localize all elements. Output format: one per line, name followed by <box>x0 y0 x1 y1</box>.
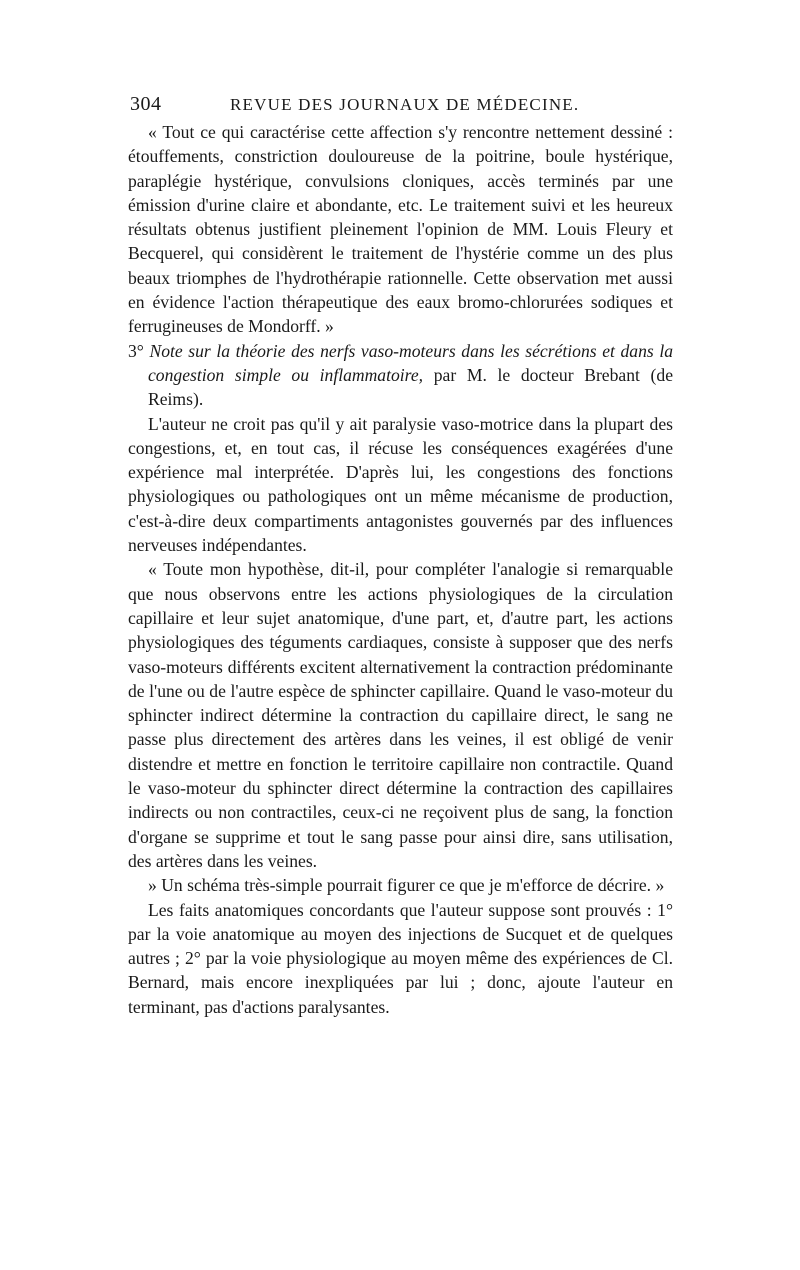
paragraph-hypothesis-quote: « Toute mon hypothèse, dit-il, pour compléter l'analogie si remarquable que nous observons entre les actions physiologiques de la circulation capillaire et leur sujet anatomique, d'une part, et, d'autre part, les actions physiologiques des téguments cardiaques, consiste à supposer que des nerfs vaso-moteurs différents excitent alternativement la contraction prédominante de l'une ou de l'autre espèce de sphincter capillaire. Quand le vaso-moteur du sphincter indirect détermine la contraction du capillaire direct, le sang ne passe plus directement des artères dans les veines, il est obligé de venir distendre et mettre en fonction le territoire capillaire non contractile. Quand le vaso-moteur du sphincter direct détermine la contraction des capillaires indirects ou non contractiles, ceux-ci ne reçoivent plus de sang, la fonction d'organe se supprime et tout le sang passe pour ainsi dire, sans utilisation, des artères dans les veines. <box>128 559 673 871</box>
paragraph-anatomical-facts: Les faits anatomiques concordants que l'auteur suppose sont prouvés : 1° par la voie anatomique au moyen des injections de Sucquet et de quelques autres ; 2° par la voie physiologique au moyen même des expériences de Cl. Bernard, mais encore inexpliquées par lui ; donc, ajoute l'auteur en terminant, pas d'actions paralysantes. <box>128 899 673 1017</box>
paragraph-article-entry <box>128 339 673 412</box>
article-number: 3° <box>128 340 144 361</box>
body-text <box>128 120 673 1019</box>
running-head: REVUE DES JOURNAUX DE MÉDECINE. <box>230 95 580 114</box>
paragraph-quote-hysteria: « Tout ce qui caractérise cette affection s'y rencontre nettement dessiné : étouffements, constriction douloureuse de la poitrine, boule hystérique, paraplégie hystérique, convulsions cloniques, accès terminés par une émission d'urine claire et abondante, etc. Le traitement suivi et les heureux résultats obtenus justifient pleinement l'opinion de MM. Louis Fleury et Becquerel, qui considèrent le traitement de l'hystérie comme un des plus beaux triomphes de l'hydrothérapie rationnelle. Cette observation met aussi en évidence l'action thérapeutique des eaux bromo-chlorurées sodiques et ferrugineuses de Mondorff. » <box>128 122 673 337</box>
paragraph-author-view: L'auteur ne croit pas qu'il y ait paralysie vaso-motrice dans la plupart des congestions, et, en tout cas, il récuse les conséquences exagérées d'une expérience mal interprétée. D'après lui, les congestions des fonctions physiologiques ou pathologiques ont un même mécanisme de production, c'est-à-dire deux compartiments antagonistes gouvernés par des influences nerveuses indépendantes. <box>128 413 673 556</box>
page-number: 304 <box>130 93 162 115</box>
article-author: par M. le docteur Brebant (de Reims). <box>148 364 673 410</box>
page-header <box>130 93 670 119</box>
paragraph-schema-quote: » Un schéma très-simple pourrait figurer ce que je m'efforce de décrire. » <box>148 875 665 896</box>
article-title: Note sur la théorie des nerfs vaso-moteurs dans les sécrétions et dans la congestion simple ou inflammatoire, <box>148 340 674 385</box>
